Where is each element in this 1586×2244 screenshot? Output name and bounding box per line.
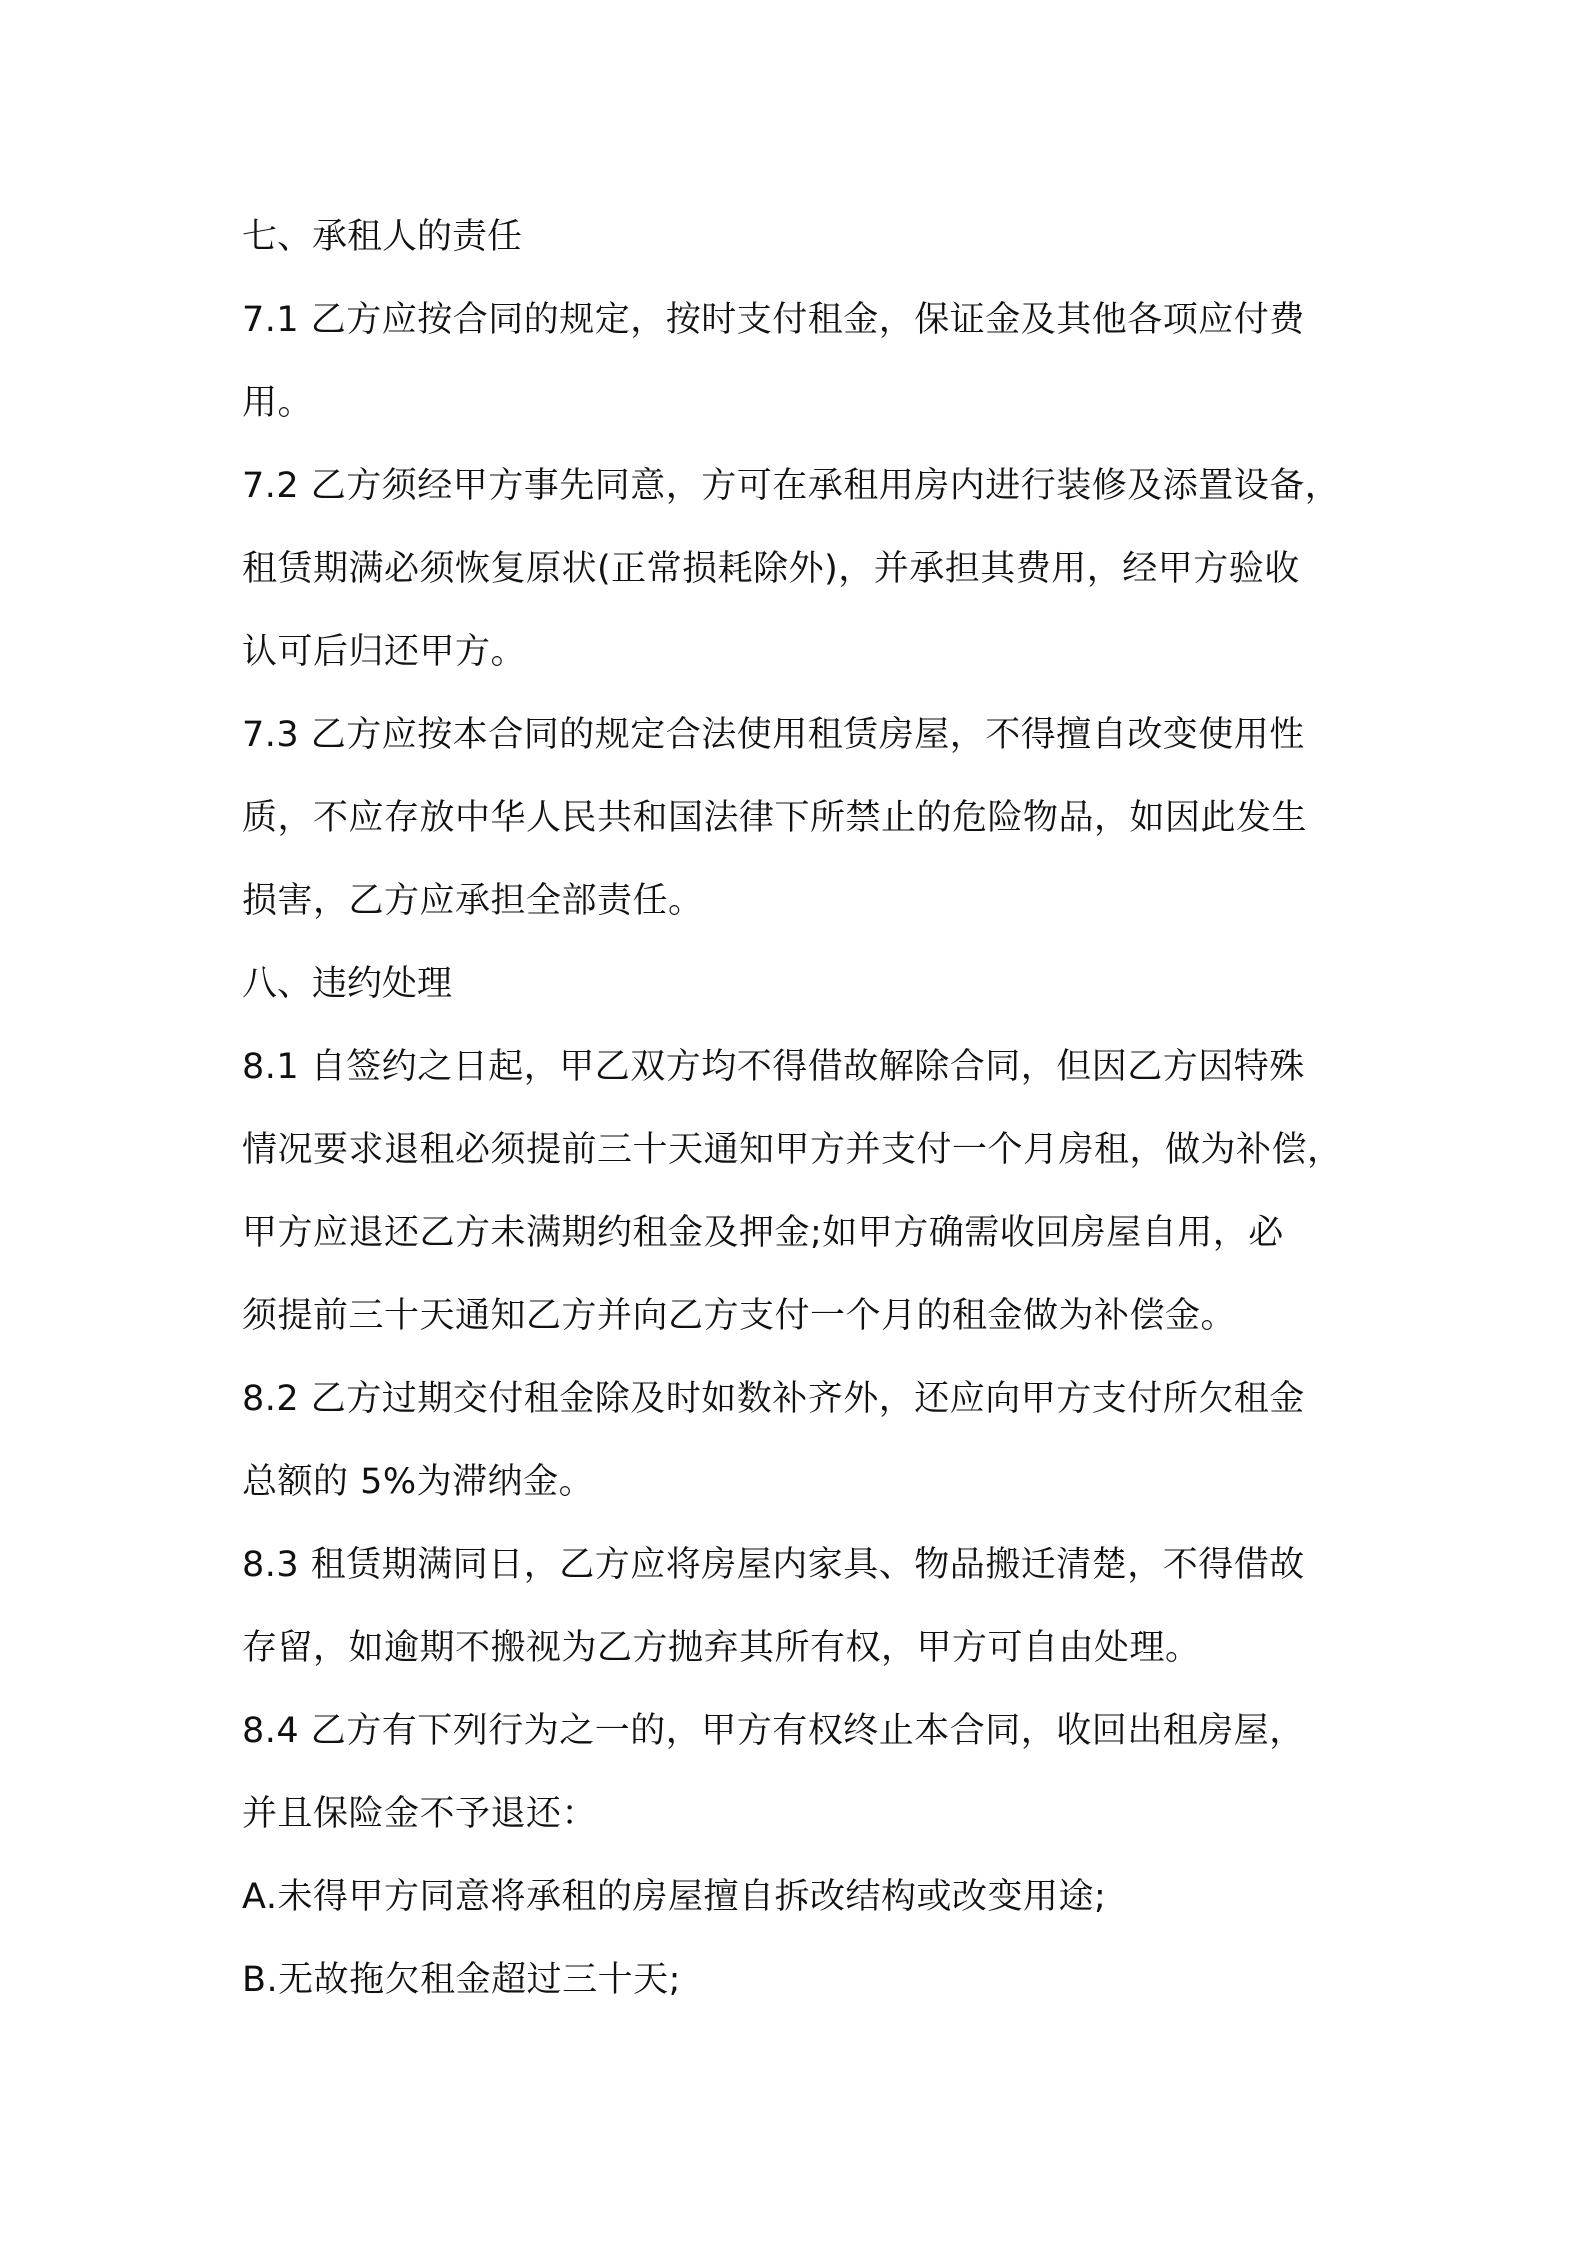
clause-line: 用。: [242, 383, 314, 423]
clause-line: 7.2 乙方须经甲方事先同意，方可在承租用房内进行装修及添置设备，: [242, 466, 1341, 506]
clause-line: 8.4 乙方有下列行为之一的，甲方有权终止本合同，收回出租房屋，: [242, 1711, 1305, 1751]
clause-7-1: [242, 279, 1367, 445]
clause-line: 8.1 自签约之日起，甲乙双方均不得借故解除合同，但因乙方因特殊: [242, 1047, 1305, 1087]
clause-line: 质，不应存放中华人民共和国法律下所禁止的危险物品，如因此发生: [242, 798, 1308, 838]
clause-line: 总额的 5%为滞纳金。: [242, 1462, 595, 1502]
clause-line: 7.1 乙方应按合同的规定，按时支付租金，保证金及其他各项应付费: [242, 300, 1305, 340]
clause-line: 7.3 乙方应按本合同的规定合法使用租赁房屋，不得擅自改变使用性: [242, 715, 1305, 755]
clause-line: 并且保险金不予退还：: [242, 1794, 598, 1834]
section-8-heading: 八、违约处理: [242, 964, 453, 1004]
clause-7-3: [242, 694, 1367, 943]
clause-8-2: [242, 1358, 1367, 1524]
clause-8-4: [242, 1690, 1367, 1856]
clause-line: 须提前三十天通知乙方并向乙方支付一个月的租金做为补偿金。: [242, 1296, 1237, 1336]
clause-line: 8.2 乙方过期交付租金除及时如数补齐外，还应向甲方支付所欠租金: [242, 1379, 1305, 1419]
clause-line: 8.3 租赁期满同日，乙方应将房屋内家具、物品搬迁清楚，不得借故: [242, 1545, 1305, 1585]
clause-line: 存留，如逾期不搬视为乙方抛弃其所有权，甲方可自由处理。: [242, 1628, 1201, 1668]
clause-line: 损害，乙方应承担全部责任。: [242, 881, 704, 921]
clause-7-2: [242, 445, 1367, 694]
clause-8-3: [242, 1524, 1367, 1690]
clause-line: 甲方应退还乙方未满期约租金及押金;如甲方确需收回房屋自用，必: [242, 1213, 1284, 1253]
clause-line: 认可后归还甲方。: [242, 632, 527, 672]
clause-line: 情况要求退租必须提前三十天通知甲方并支付一个月房租，做为补偿，: [242, 1130, 1343, 1170]
list-item-b: B.无故拖欠租金超过三十天;: [242, 1960, 681, 2000]
section-7-heading: 七、承租人的责任: [242, 217, 523, 257]
clause-8-1: [242, 1026, 1367, 1358]
list-item-a: A.未得甲方同意将承租的房屋擅自拆改结构或改变用途;: [242, 1877, 1107, 1917]
clause-line: 租赁期满必须恢复原状(正常损耗除外)，并承担其费用，经甲方验收: [242, 549, 1300, 589]
contract-page: [242, 196, 1367, 2022]
